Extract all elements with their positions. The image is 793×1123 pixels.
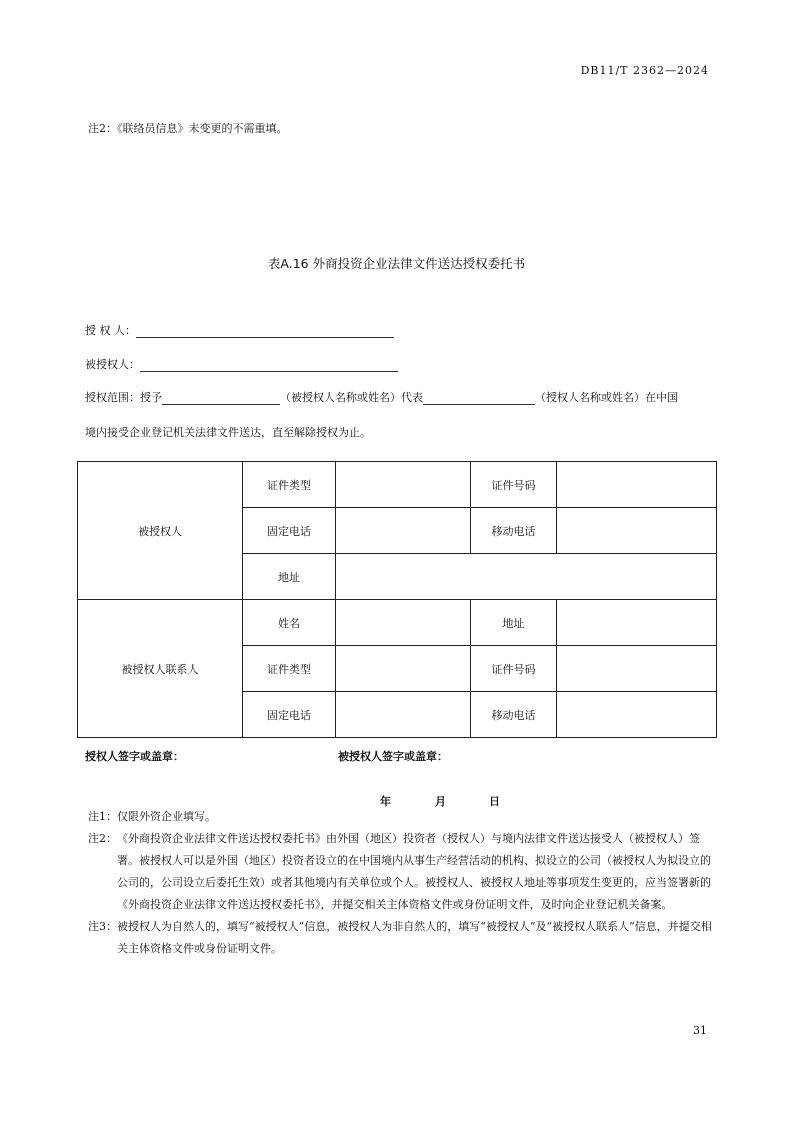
contact-header: 被授权人联系人 — [78, 600, 243, 738]
grantor-blank[interactable] — [136, 325, 394, 338]
grantor-signature-label: 授权人签字或盖章： — [85, 750, 184, 763]
grantee-signature-label: 被授权人签字或盖章： — [338, 750, 448, 763]
cell-label: 移动电话 — [471, 508, 557, 554]
grantee-label: 被授权人： — [85, 358, 140, 371]
table-title: 表A.16 外商投资企业法律文件送达授权委托书 — [267, 256, 526, 271]
cell-label: 姓名 — [243, 600, 336, 646]
input-cell[interactable] — [557, 508, 717, 554]
grantor-name-blank[interactable] — [423, 392, 535, 405]
cell-label: 证件号码 — [471, 462, 557, 508]
cell-label: 地址 — [471, 600, 557, 646]
scope-text: （被授权人名称或姓名）代表 — [280, 391, 423, 404]
input-cell[interactable] — [336, 554, 717, 600]
grantor-field — [85, 322, 394, 338]
cell-label: 证件类型 — [243, 646, 336, 692]
grantee-name-blank[interactable] — [162, 392, 280, 405]
note-text: 仅限外资企业填写。 — [117, 810, 216, 823]
cell-label: 证件号码 — [471, 646, 557, 692]
scope-text: 授权范围：授予 — [85, 391, 162, 404]
cell-label: 地址 — [243, 554, 336, 600]
note-text: 被授权人为自然人的，填写“被授权人”信息，被授权人为非自然人的，填写“被授权人”及“被授权人联系人”信息，并提交相关主体资格文件或身份证明文件。 — [117, 920, 712, 955]
grantor-label: 授 权 人： — [85, 324, 136, 337]
scope-text: （授权人名称或姓名）在中国 — [535, 391, 678, 404]
scope-line — [85, 389, 678, 405]
input-cell[interactable] — [336, 508, 471, 554]
page-number: 31 — [693, 1024, 707, 1037]
note-3 — [88, 916, 718, 960]
note-2 — [88, 828, 718, 916]
scope-line-2: 境内接受企业登记机关法律文件送达，直至解除授权为止。 — [85, 426, 371, 439]
date-year: 年 — [380, 795, 391, 808]
grantee-header: 被授权人 — [78, 462, 243, 600]
input-cell[interactable] — [336, 646, 471, 692]
input-cell[interactable] — [336, 462, 471, 508]
note-text: 《外商投资企业法律文件送达授权委托书》由外国（地区）投资者（授权人）与境内法律文件送达接受人（被授权人）签署。被授权人可以是外国（地区）投资者设立的在中国境内从事生产经营活动的机构、拟设立的公司（被授权人为拟设立的公司的，公司设立后委托生效）或者其他境内有关单位或个人。被授权人、被授权人地址等事项发生变更的，应当签署新的《外商投资企业法律文件送达授权委托书》，并提交相关主体资格文件或身份证明文件，及时向企业登记机关备案。 — [117, 832, 711, 911]
top-note — [88, 120, 288, 136]
standard-code: DB11/T 2362—2024 — [580, 64, 709, 77]
cell-label: 固定电话 — [243, 508, 336, 554]
note-label: 注2： — [88, 122, 117, 135]
notes — [88, 806, 718, 960]
cell-label: 固定电话 — [243, 692, 336, 738]
cell-label: 移动电话 — [471, 692, 557, 738]
note-text: 《联络员信息》未变更的不需重填。 — [117, 122, 288, 135]
input-cell[interactable] — [557, 646, 717, 692]
note-1 — [88, 806, 718, 828]
input-cell[interactable] — [557, 462, 717, 508]
date-month: 月 — [435, 795, 446, 808]
note-label: 注3： — [88, 920, 117, 933]
note-label: 注1： — [88, 810, 117, 823]
input-cell[interactable] — [336, 692, 471, 738]
date-day: 日 — [489, 795, 500, 808]
authorization-table — [77, 461, 717, 738]
input-cell[interactable] — [557, 600, 717, 646]
note-label: 注2： — [88, 832, 117, 845]
grantee-field — [85, 356, 398, 372]
cell-label: 证件类型 — [243, 462, 336, 508]
input-cell[interactable] — [336, 600, 471, 646]
input-cell[interactable] — [557, 692, 717, 738]
grantee-blank[interactable] — [140, 359, 398, 372]
